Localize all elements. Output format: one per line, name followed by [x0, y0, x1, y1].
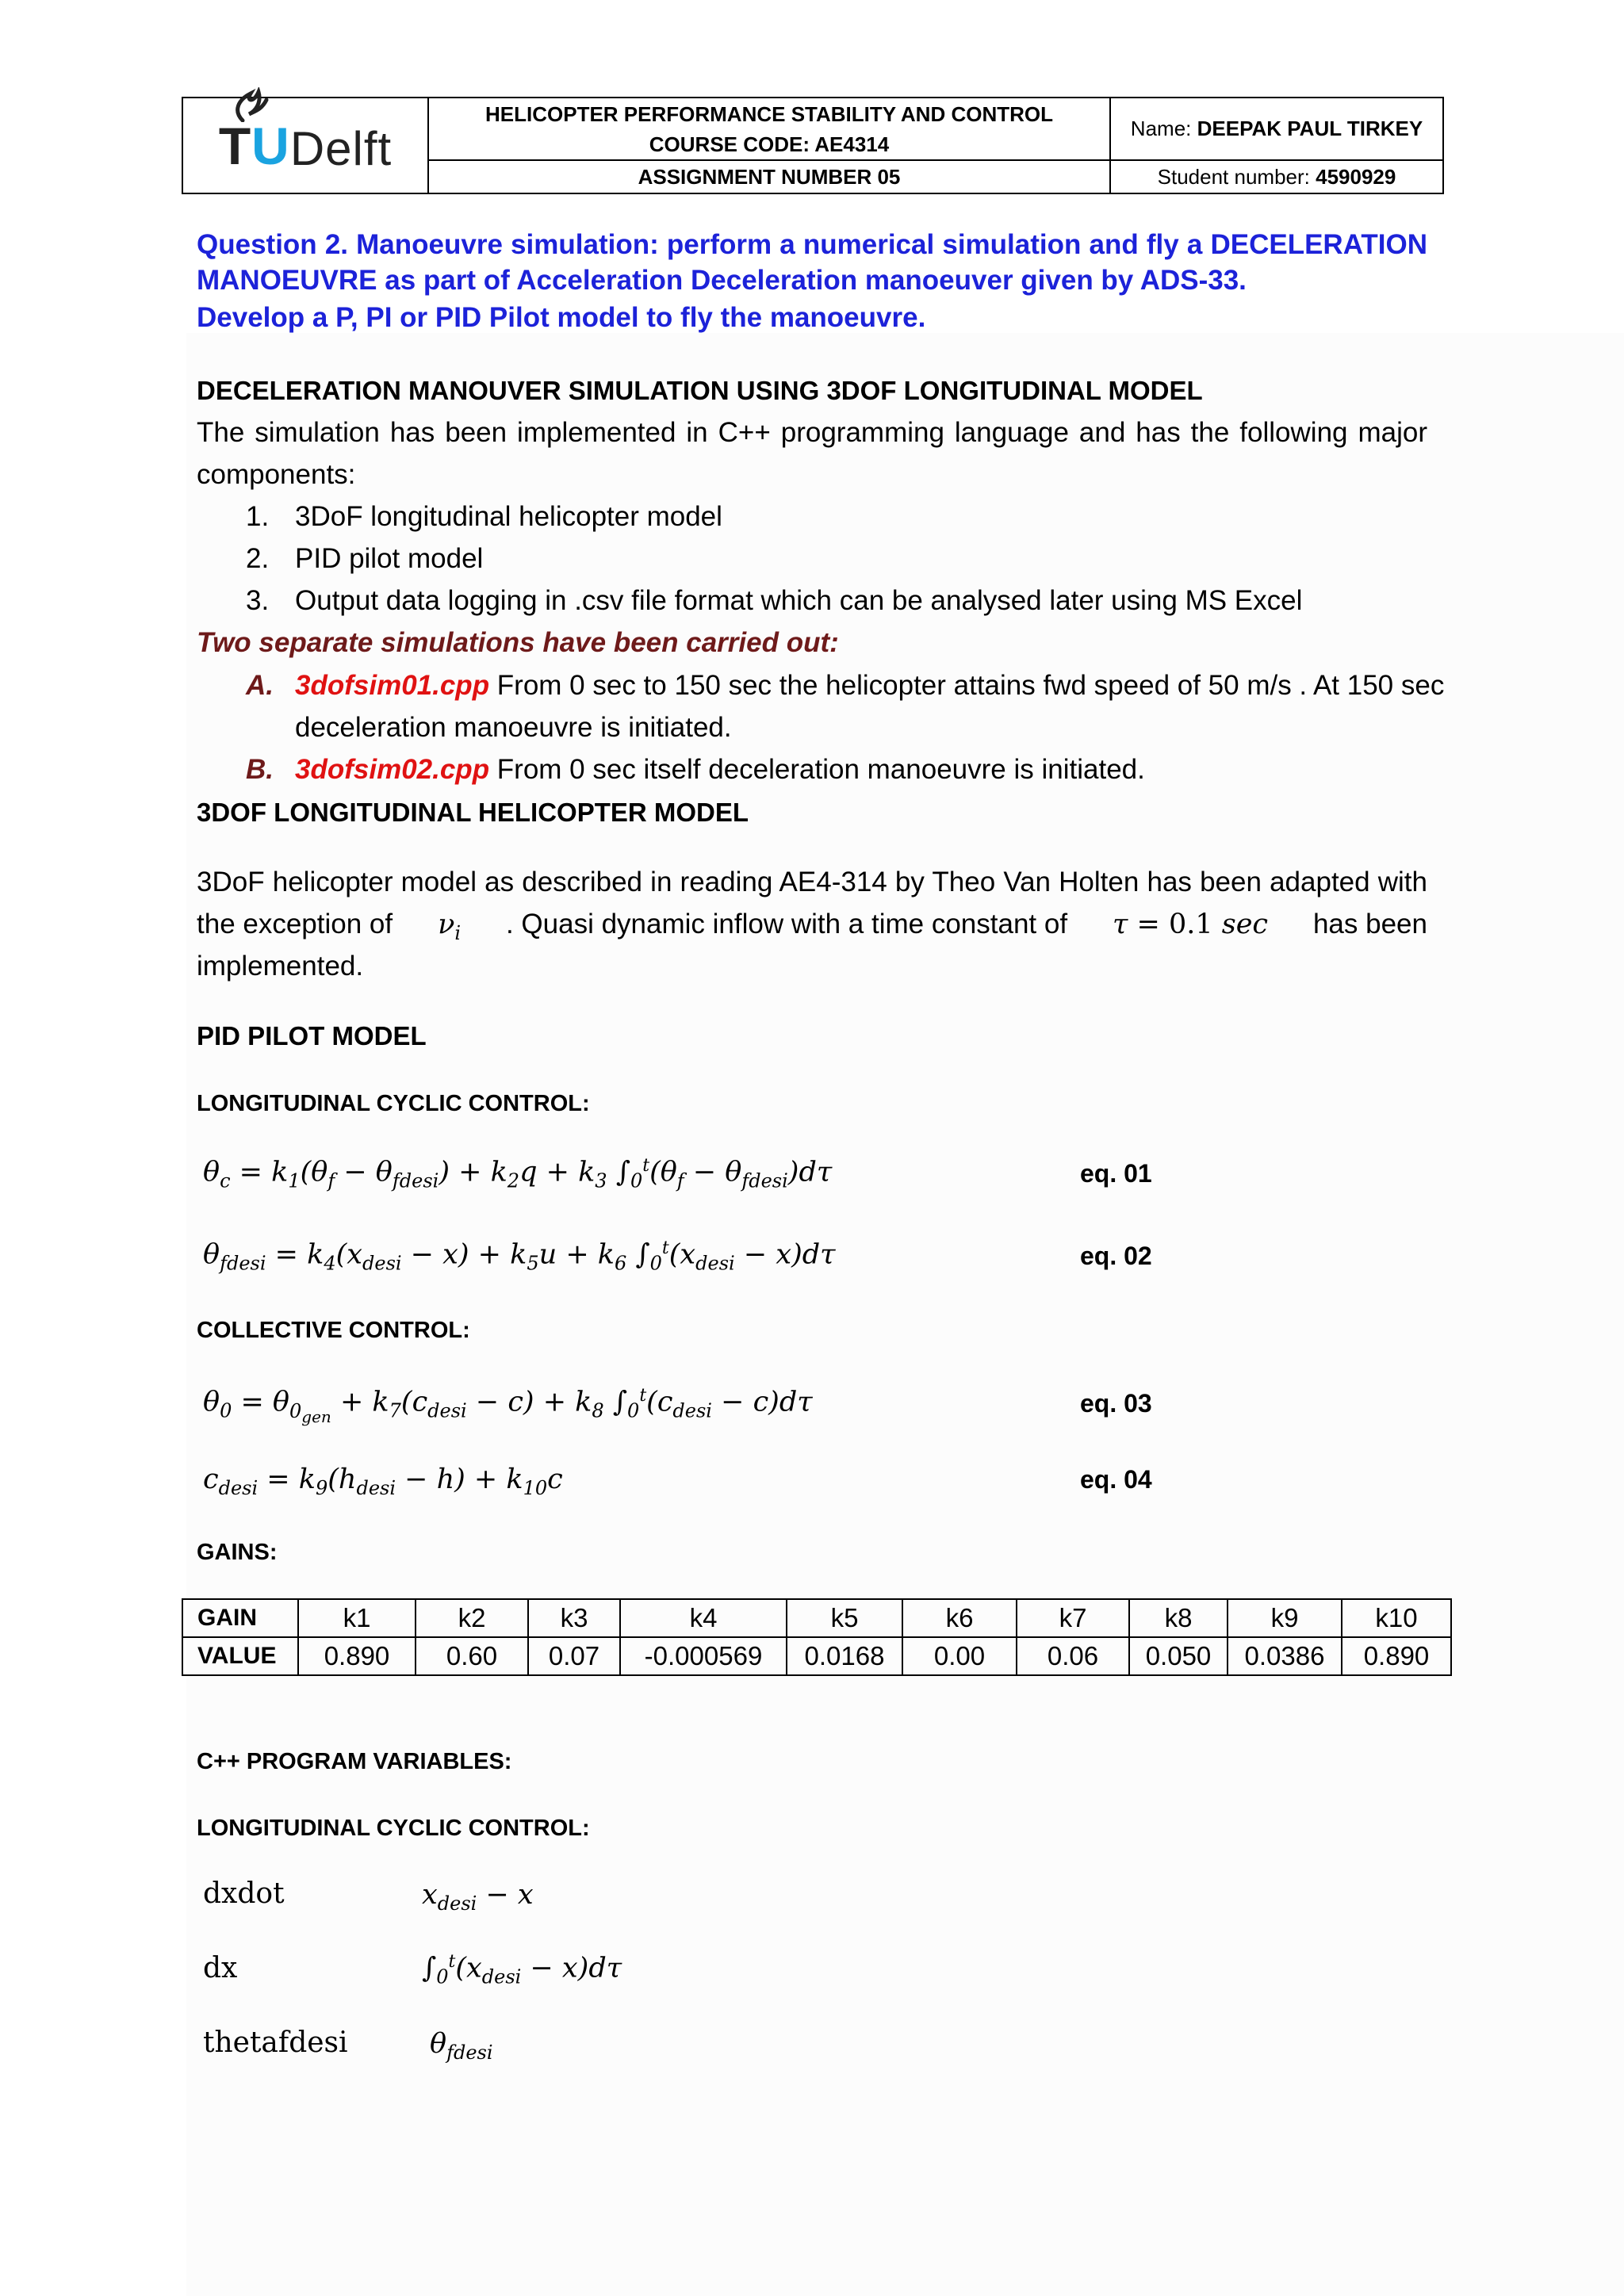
- student-name: DEEPAK PAUL TIRKEY: [1197, 117, 1423, 140]
- intro-line-2: components:: [197, 459, 356, 490]
- table-cell: 0.0168: [787, 1637, 902, 1675]
- table-cell: k10: [1342, 1599, 1451, 1637]
- student-number: 4590929: [1316, 164, 1396, 189]
- student-name-cell: [1111, 98, 1442, 161]
- course-title: HELICOPTER PERFORMANCE STABILITY AND CONTROL: [485, 101, 1053, 126]
- course-title-cell: [429, 98, 1111, 161]
- course-code: COURSE CODE: AE4314: [649, 132, 890, 156]
- eq-02-label: eq. 02: [1080, 1242, 1152, 1270]
- sim-a-file: 3dofsim01.cpp: [295, 670, 490, 701]
- table-cell: -0.000569: [620, 1637, 787, 1675]
- sim-a-text: From 0 sec to 150 sec the helicopter attains fwd speed of 50 m/s . At 150 sec: [489, 670, 1445, 701]
- var-expr-dx: $\int_0^t(x_{desi} - x)d\tau$: [422, 1952, 622, 1988]
- table-cell: 0.06: [1017, 1637, 1129, 1675]
- eq-01-label: eq. 01: [1080, 1159, 1152, 1188]
- section-heading-pid: PID PILOT MODEL: [197, 1021, 427, 1050]
- var-name-dxdot: dxdot: [203, 1877, 285, 1910]
- gains-table: [182, 1598, 1452, 1676]
- gain-label: GAIN: [182, 1599, 298, 1637]
- table-cell: 0.890: [1342, 1637, 1451, 1675]
- model-para-line-1: 3DoF helicopter model as described in reading AE4-314 by Theo Van Holten has been adapted with: [197, 867, 1427, 897]
- sim-b-letter: B.: [246, 754, 274, 785]
- table-row-value: [182, 1637, 1451, 1675]
- student-number-label: Student number:: [1157, 164, 1316, 189]
- var-name-dx: dx: [203, 1952, 238, 1984]
- cyclic-heading: LONGITUDINAL CYCLIC CONTROL:: [197, 1091, 590, 1116]
- logo-cell: [183, 98, 429, 193]
- sim-b-text: From 0 sec itself deceleration manoeuvre is initiated.: [489, 754, 1145, 785]
- table-cell: k8: [1129, 1599, 1228, 1637]
- table-cell: k7: [1017, 1599, 1129, 1637]
- sim-a-letter: A.: [246, 670, 274, 701]
- sim-b-file: 3dofsim02.cpp: [295, 754, 490, 785]
- intro-line-1: The simulation has been implemented in C++ programming language and has the following major: [197, 417, 1427, 448]
- simulations-heading: Two separate simulations have been carried out:: [197, 627, 839, 658]
- name-label: Name:: [1130, 117, 1197, 140]
- table-cell: k2: [416, 1599, 528, 1637]
- table-cell: k6: [902, 1599, 1017, 1637]
- list-item-2: PID pilot model: [295, 543, 484, 574]
- question-line-1: Question 2. Manoeuvre simulation: perform a numerical simulation and fly a DECELERATION: [197, 229, 1427, 260]
- table-cell: k4: [620, 1599, 787, 1637]
- list-item-2-num: 2.: [246, 543, 270, 574]
- cpp-cyclic-heading: LONGITUDINAL CYCLIC CONTROL:: [197, 1816, 590, 1841]
- question-line-2: MANOEUVRE as part of Acceleration Deceleration manoeuver given by ADS-33.: [197, 265, 1247, 296]
- p1b-pre: the exception of: [197, 909, 393, 939]
- student-number-cell: [1111, 161, 1442, 193]
- tudelft-logo: T U Delft: [219, 116, 392, 176]
- p1b-mid: . Quasi dynamic inflow with a time constant of: [505, 909, 1068, 939]
- equation-02: $\theta_{fdesi} = k_4(x_{desi} - x) + k_5u + k_6$ $\int_0^t(x_{desi} - x)d\tau$: [203, 1238, 836, 1275]
- list-item-3: Output data logging in .csv file format which can be analysed later using MS Excel: [295, 585, 1303, 616]
- tau-expression: τ = 0.1 sec: [1113, 909, 1269, 940]
- equation-01: $\theta_c = k_1(\theta_f - \theta_{fdesi}) + k_2q + k_3$ $\int_0^t(\theta_f - \theta_{fdesi})d\tau$: [203, 1156, 833, 1192]
- table-cell: 0.0386: [1228, 1637, 1342, 1675]
- eq-03-label: eq. 03: [1080, 1389, 1152, 1418]
- header-table: [182, 97, 1444, 194]
- table-cell: k9: [1228, 1599, 1342, 1637]
- section-heading-deceleration: DECELERATION MANOUVER SIMULATION USING 3DOF LONGITUDINAL MODEL: [197, 376, 1203, 405]
- table-cell: k1: [298, 1599, 416, 1637]
- list-item-3-num: 3.: [246, 585, 270, 616]
- table-row-gain: [182, 1599, 1451, 1637]
- nu-i-symbol: $\nu_i$: [438, 909, 462, 944]
- table-cell: 0.00: [902, 1637, 1017, 1675]
- equation-04: $c_{desi} = k_9(h_{desi} - h) + k_{10}c$: [203, 1464, 563, 1499]
- cpp-variables-heading: C++ PROGRAM VARIABLES:: [197, 1749, 512, 1774]
- assignment-number: ASSIGNMENT NUMBER 05: [429, 161, 1111, 193]
- table-cell: 0.890: [298, 1637, 416, 1675]
- table-cell: k3: [528, 1599, 620, 1637]
- gains-heading: GAINS:: [197, 1540, 278, 1565]
- table-cell: 0.60: [416, 1637, 528, 1675]
- model-para-line-3: implemented.: [197, 951, 364, 982]
- table-cell: 0.050: [1129, 1637, 1228, 1675]
- var-expr-dxdot: $x_{desi} - x$: [422, 1879, 534, 1915]
- value-label: VALUE: [182, 1637, 298, 1675]
- list-item-1: 3DoF longitudinal helicopter model: [295, 501, 722, 532]
- var-name-thetafdesi: thetafdesi: [203, 2026, 348, 2059]
- equation-03: $\theta_0 = \theta_{0_{gen}} + k_7(c_{desi} - c) + k_8$ $\int_0^t(c_{desi} - c)d\tau$: [203, 1386, 813, 1426]
- sim-a-line-2: deceleration manoeuvre is initiated.: [295, 712, 732, 743]
- model-para-line-2: [197, 903, 1427, 955]
- question-line-3: Develop a P, PI or PID Pilot model to fly the manoeuvre.: [197, 302, 926, 333]
- p1b-post: has been: [1312, 909, 1427, 939]
- sim-a-line: [295, 664, 1444, 706]
- eq-04-label: eq. 04: [1080, 1465, 1152, 1494]
- section-heading-3dof: 3DOF LONGITUDINAL HELICOPTER MODEL: [197, 798, 749, 827]
- var-expr-thetafdesi: $\theta_{fdesi}$: [430, 2028, 493, 2064]
- sim-b-line: [295, 748, 1145, 790]
- table-cell: 0.07: [528, 1637, 620, 1675]
- collective-heading: COLLECTIVE CONTROL:: [197, 1318, 470, 1343]
- list-item-1-num: 1.: [246, 501, 270, 532]
- table-cell: k5: [787, 1599, 902, 1637]
